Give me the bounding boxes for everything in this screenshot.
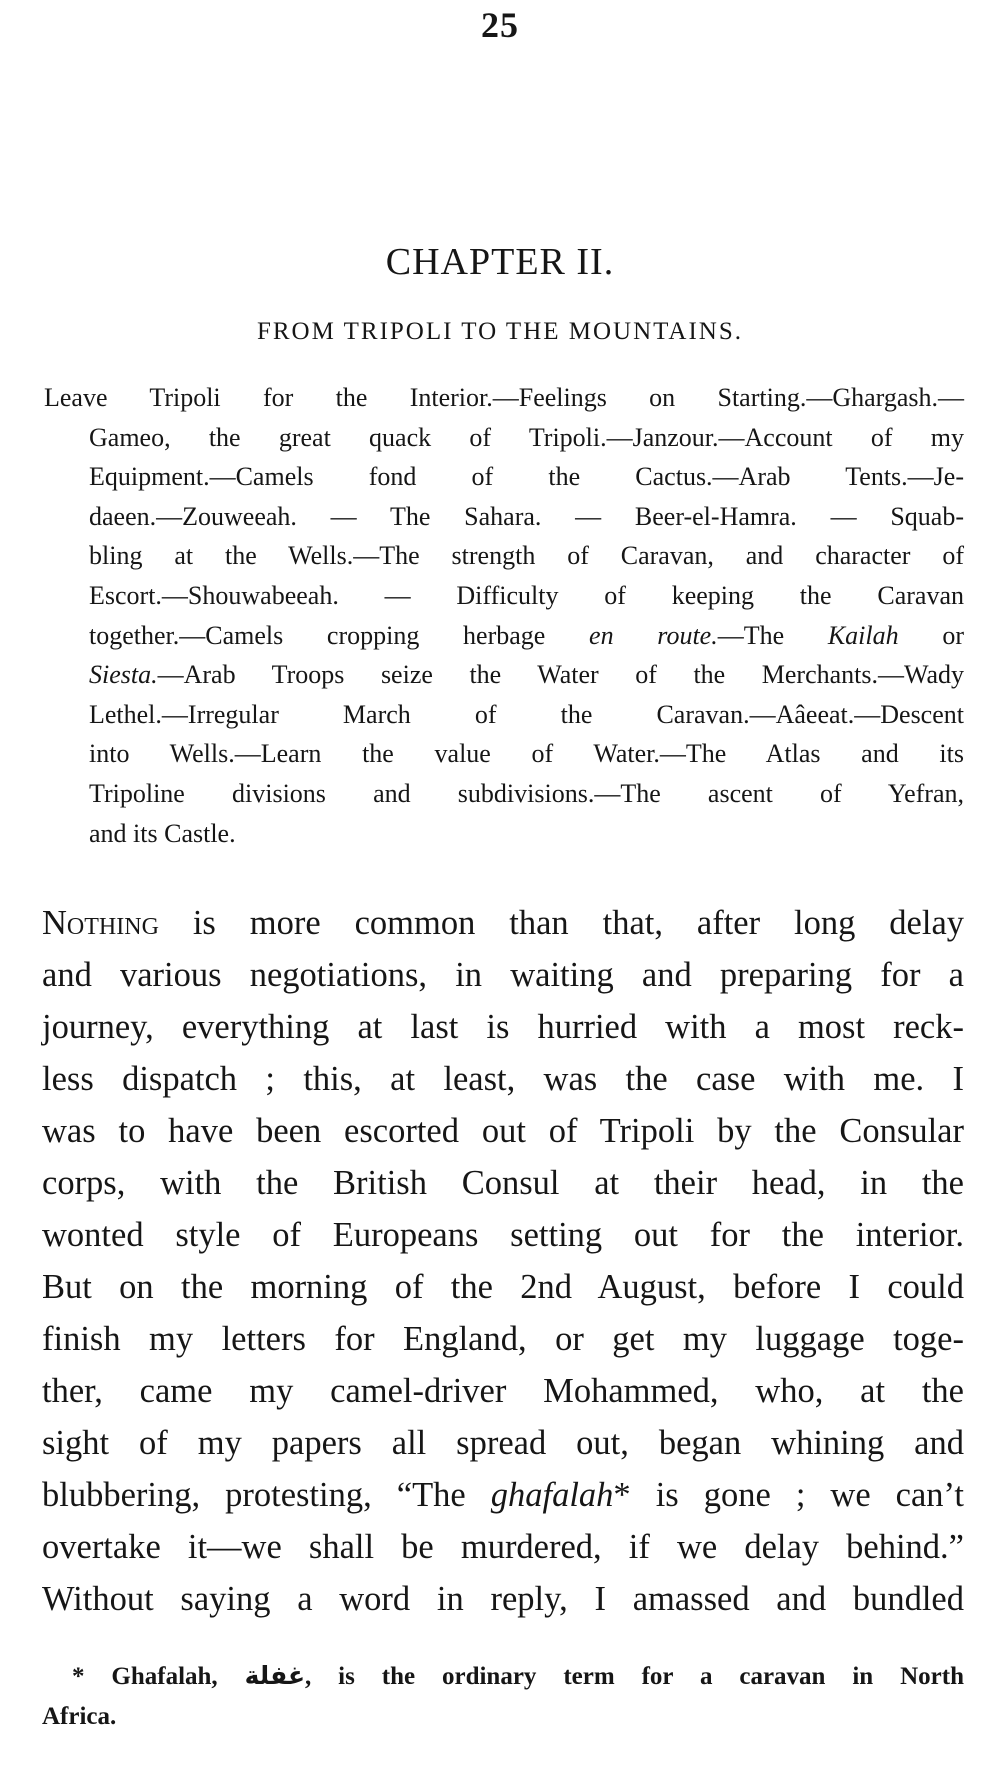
summary-line: bling at the Wells.—The strength of Caravan, and character of — [89, 541, 964, 571]
body-line — [42, 897, 964, 949]
opening-word: Nothing — [42, 904, 159, 942]
body-line: ther, came my camel-driver Mohammed, who, at the — [42, 1372, 964, 1410]
footnote-text: , is the ordinary term for a caravan in North — [305, 1663, 964, 1690]
summary-text: or — [942, 620, 964, 650]
body-text: blubbering, protesting, “The — [42, 1476, 466, 1514]
summary-text: —The — [717, 620, 785, 650]
summary-line — [44, 655, 964, 695]
summary-line: daeen.—Zouweeah. — The Sahara. — Beer-el-Hamra. — Squab- — [89, 501, 964, 531]
page-number: 25 — [481, 5, 519, 45]
body-line: corps, with the British Consul at their head, in the — [42, 1164, 964, 1202]
body-line: overtake it—we shall be murdered, if we delay behind.” — [42, 1528, 964, 1566]
summary-line: and its Castle. — [89, 818, 236, 848]
body-line — [42, 1469, 964, 1521]
body-line: journey, everything at last is hurried with a most reck- — [42, 1008, 964, 1046]
body-italic-ghafalah: ghafalah — [490, 1476, 614, 1514]
body-paragraph — [42, 897, 964, 1625]
summary-italic-kailah: Kailah — [827, 620, 899, 650]
summary-text: together.—Camels cropping herbage — [89, 620, 546, 650]
summary-line: Tripoline divisions and subdivisions.—The ascent of Yefran, — [89, 778, 964, 808]
body-line: But on the morning of the 2nd August, before I could — [42, 1268, 964, 1306]
body-line: finish my letters for England, or get my luggage toge- — [42, 1320, 964, 1358]
footnote-line: Africa. — [42, 1703, 117, 1730]
footnote-line — [42, 1656, 964, 1697]
body-line: Without saying a word in reply, I amassed and bundled — [42, 1580, 964, 1618]
body-line: sight of my papers all spread out, began whining and — [42, 1424, 964, 1462]
summary-line: Escort.—Shouwabeeah. — Difficulty of keeping the Caravan — [89, 580, 964, 610]
body-line: less dispatch ; this, at least, was the case with me. I — [42, 1060, 964, 1098]
summary-line — [44, 616, 964, 656]
chapter-title: CHAPTER II. — [385, 241, 615, 283]
summary-line: Leave Tripoli for the Interior.—Feelings on Starting.—Ghargash.— — [44, 383, 964, 412]
summary-line: into Wells.—Learn the value of Water.—The Atlas and its — [89, 739, 964, 769]
body-line: was to have been escorted out of Tripoli by the Consular — [42, 1112, 964, 1150]
footnote-term: Ghafalah, — [111, 1663, 218, 1690]
footnote — [42, 1656, 964, 1737]
footnote-arabic: غفلة — [244, 1661, 306, 1690]
summary-line: Lethel.—Irregular March of the Caravan.—Aâeeat.—Descent — [89, 699, 964, 729]
body-text: * is gone ; we can’t — [613, 1476, 965, 1514]
footnote-marker: * — [72, 1663, 85, 1690]
body-line: and various negotiations, in waiting and preparing for a — [42, 956, 964, 994]
summary-text: —Arab Troops seize the Water of the Merchants.—Wady — [157, 660, 964, 690]
summary-line: Gameo, the great quack of Tripoli.—Janzour.—Account of my — [89, 422, 964, 452]
summary-line: Equipment.—Camels fond of the Cactus.—Arab Tents.—Je- — [89, 462, 964, 492]
body-text: is more common than that, after long delay — [192, 904, 965, 942]
body-line: wonted style of Europeans setting out for the interior. — [42, 1216, 964, 1254]
chapter-subtitle: FROM TRIPOLI TO THE MOUNTAINS. — [256, 318, 744, 345]
summary-italic-siesta: Siesta. — [89, 660, 158, 690]
chapter-summary — [44, 378, 964, 853]
summary-italic-en-route: en route. — [589, 620, 718, 650]
